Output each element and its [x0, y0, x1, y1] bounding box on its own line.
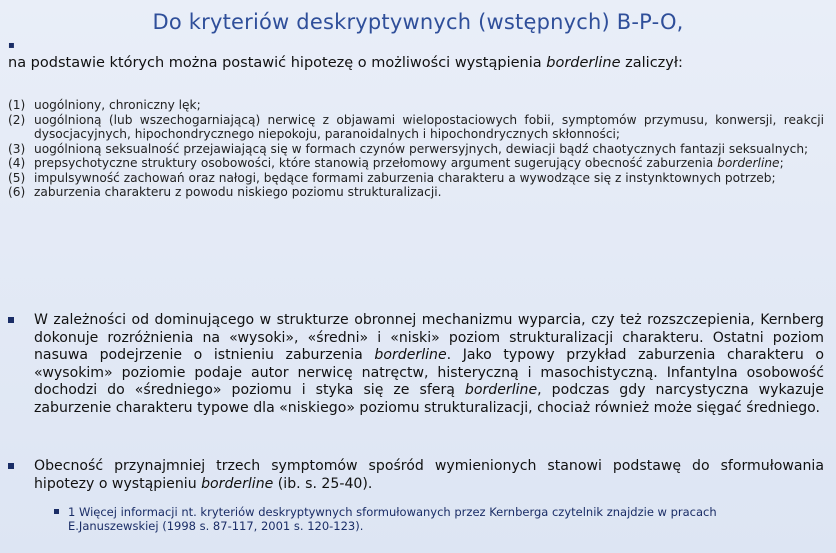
criteria-text: uogólnioną (lub wszechogarniającą) nerwicę z objawami wielopostaciowych fobii, symptomów przymusu, konwersji, reakcji dysocjacyjnych, hipochondrycznego niepokoju, paranoidalnych i hipochondrycznych skłonności; — [34, 112, 824, 141]
paragraph-text — [34, 312, 824, 418]
footnote — [48, 505, 788, 533]
footnote-text: 1 Więcej informacji nt. kryteriów deskryptywnych sformułowanych przez Kernberga czytelnik znajdzie w pracach E.Januszewskiej (1998 s. 87-117, 2001 s. 120-123). — [68, 505, 717, 533]
subtitle-end: zaliczył: — [620, 55, 683, 71]
criteria-text: zaburzenia charakteru z powodu niskiego poziomu strukturalizacji. — [34, 185, 442, 199]
slide-subtitle — [8, 55, 683, 71]
criteria-text-end: ; — [779, 156, 784, 170]
para2-c: (ib. s. 25-40). — [273, 475, 373, 492]
bullet-square — [48, 505, 68, 533]
criteria-item — [8, 98, 824, 113]
bullet-square — [8, 312, 34, 418]
criteria-item — [8, 171, 824, 186]
para1-a: W zależności od dominującego w strukturze obronnej mechanizmu wyparcia, czy też rozszczepienia, Kernberg dokonuje rozróżnienia na «wysoki», «średni» i «niski» poziom strukturalizacji charakteru. Ostatni poziom nasuwa podejrzenie o istnieniu zaburzenia — [34, 312, 824, 364]
criteria-number: (3) — [8, 141, 26, 156]
para2-a: Obecność przynajmniej trzech symptomów spośród wymienionych stanowi podstawę do sformułowania hipotezy o wystąpieniu — [34, 458, 824, 492]
criteria-number: (4) — [8, 156, 26, 170]
bullet-dot: ▪ — [8, 40, 15, 51]
criteria-number: (5) — [8, 170, 26, 185]
subtitle-text: na podstawie których można postawić hipotezę o możliwości wystąpienia — [8, 55, 547, 71]
criteria-text-main: prepsychotyczne struktury osobowości, które stanowią przełomowy argument sugerujący obecność zaburzenia — [34, 156, 718, 170]
bullet-square — [8, 458, 34, 493]
criteria-number: (2) — [8, 112, 26, 127]
criteria-number: (1) — [8, 98, 26, 112]
para1-italic-2: borderline — [464, 382, 538, 399]
criteria-italic: borderline — [717, 156, 780, 170]
criteria-text: uogólniony, chroniczny lęk; — [34, 98, 201, 112]
criteria-text: uogólnioną seksualność przejawiającą się w formach czynów perwersyjnych, dewiacji bądź chaotycznych fantazji seksualnych; — [34, 141, 809, 156]
paragraph-text — [34, 458, 824, 493]
paragraph-hipoteza — [8, 458, 824, 493]
para1-e: , podczas gdy narcystyczna wykazuje zaburzenie charakteru typowe dla «niskiego» poziomu strukturalizacji, chociaż również może sięgać średniego. — [34, 382, 824, 416]
para1-c: . Jako typowy przykład zaburzenia charakteru o «wysokim» poziomie podaje autor nerwicę natręctw, histeryczną i masochistyczną. Infantylna osobowość dochodzi do «średniego» poziomu i styka się ze sferą — [34, 347, 824, 399]
criteria-number: (6) — [8, 185, 26, 199]
criteria-item — [8, 185, 824, 200]
paragraph-strukturalizacja — [8, 312, 824, 418]
criteria-text: impulsywność zachowań oraz nałogi, będące formami zaburzenia charakteru a wywodzące się z instynktownych potrzeb; — [34, 170, 776, 185]
criteria-item — [8, 142, 824, 157]
subtitle-italic: borderline — [546, 55, 621, 71]
para1-italic-1: borderline — [374, 347, 447, 364]
criteria-item — [8, 113, 824, 142]
slide-title: Do kryteriów deskryptywnych (wstępnych) B-P-O, — [152, 10, 684, 34]
criteria-list — [8, 98, 824, 200]
para2-italic: borderline — [201, 475, 274, 492]
criteria-item — [8, 156, 824, 171]
criteria-text — [34, 156, 824, 171]
